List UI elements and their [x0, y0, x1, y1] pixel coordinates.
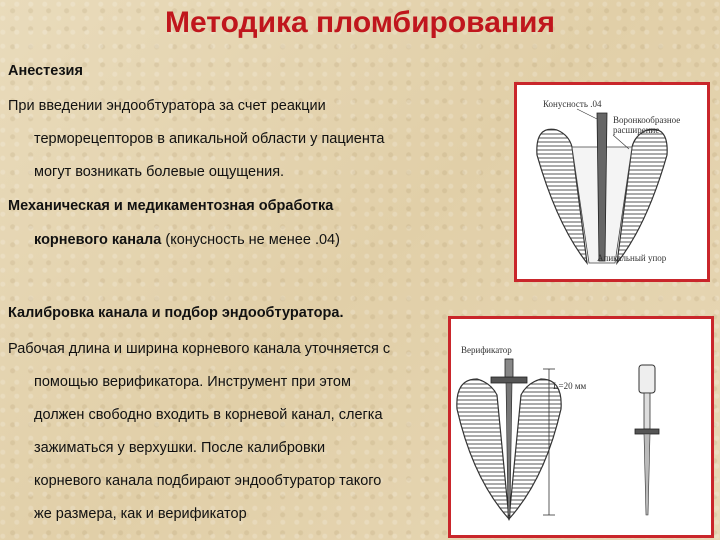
canal-taper-note: (конусность не менее .04): [161, 232, 340, 248]
figure-verifier: [448, 316, 714, 538]
tooth-right-half: [509, 379, 561, 519]
heading-anesthesia: Анестезия: [8, 63, 83, 79]
instrument-icon: [597, 113, 607, 261]
text-line-canal: [34, 231, 340, 249]
text-line: зажиматься у верхушки. После калибровки: [34, 440, 326, 456]
slide-title: Методика пломбирования: [165, 6, 555, 39]
tooth-taper-illustration: [517, 85, 707, 279]
label-apical: Апикальный упор: [597, 253, 667, 263]
text-line: должен свободно входить в корневой канал, слегка: [34, 407, 383, 423]
label-funnel-1: Воронкообразное: [613, 115, 681, 125]
canal-bold: корневого канала: [34, 232, 162, 248]
label-funnel-2: расширение: [613, 125, 660, 135]
text-line: могут возникать болевые ощущения.: [34, 164, 285, 180]
text-line: терморецепторов в апикальной области у пациента: [34, 131, 385, 147]
verifier-illustration: [451, 319, 711, 535]
tooth-left-half: [457, 379, 509, 519]
label-verifier: Верификатор: [461, 345, 512, 355]
text-line: же размера, как и верификатор: [34, 506, 247, 522]
text-line: Рабочая длина и ширина корневого канала уточняется с: [8, 341, 391, 357]
heading-mechanical: Механическая и медикаментозная обработка: [8, 198, 334, 214]
figure-tooth-taper: [514, 82, 710, 282]
text-line: При введении эндообтуратора за счет реакции: [8, 98, 326, 114]
obturator-icon: [644, 434, 650, 515]
label-length: L=20 мм: [553, 381, 587, 391]
text-line: помощью верификатора. Инструмент при этом: [34, 374, 351, 390]
text-line: корневого канала подбирают эндообтуратор такого: [34, 473, 382, 489]
obturator-handle-icon: [639, 365, 655, 393]
heading-calibration: Калибровка канала и подбор эндообтуратора.: [8, 305, 344, 321]
label-taper: Конусность .04: [543, 99, 602, 109]
